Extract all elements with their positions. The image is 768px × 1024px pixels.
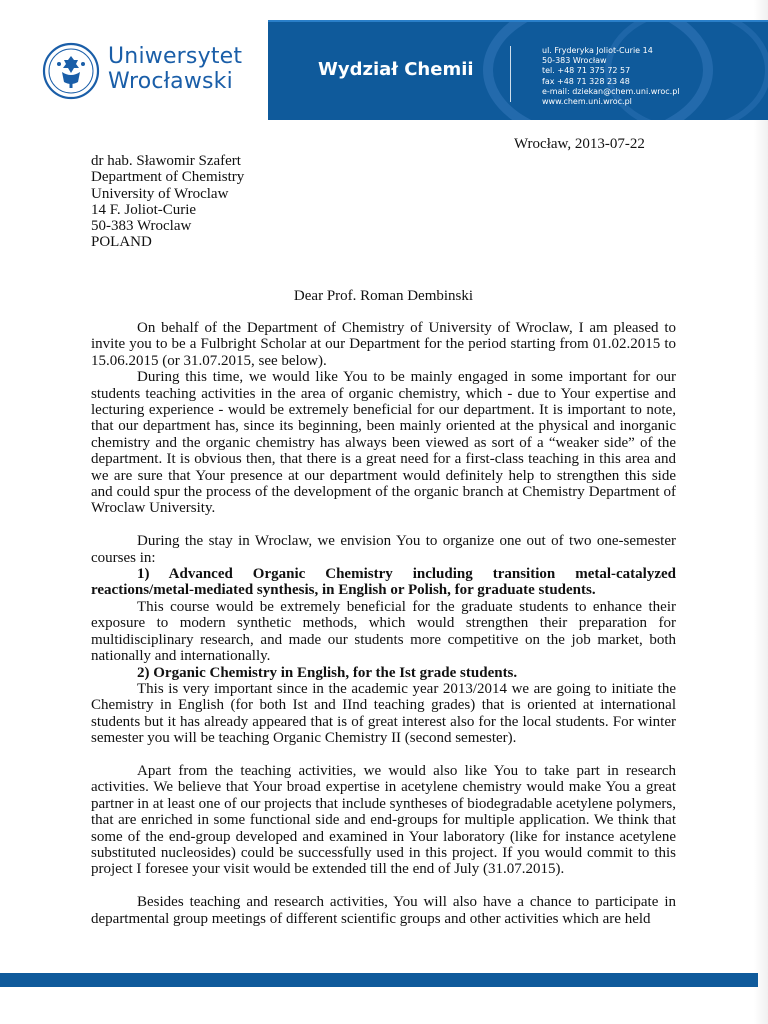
contact-website: www.chem.uni.wroc.pl (542, 97, 632, 107)
body-paragraph: During this time, we would like You to be mainly engaged in some important for our students teaching activities in the area of organic chemistry, which - due to Your expertise and lecturing experience - would be extremely beneficial for our department. It is important to note, that our department has, since its beginning, been mainly oriented at the physical and inorganic chemistry and the organic chemistry has always been viewed as sort of a “weaker side” of the department. It is obvious then, that there is a great need for a first-class teaching in this area and we are sure that Your presence at our department would definitely help to strengthen this side and could spur the process of the development of the organic branch at Chemistry Department of Wroclaw University. (91, 369, 676, 517)
university-name-line2: Wrocławski (108, 69, 233, 94)
contact-city: 50-383 Wrocław (542, 56, 607, 66)
contact-email: e-mail: dziekan@chem.uni.wroc.pl (542, 86, 680, 96)
contact-fax: fax +48 71 328 23 48 (542, 76, 630, 86)
sender-line: POLAND (91, 234, 152, 251)
sender-line: 50-383 Wroclaw (91, 218, 192, 235)
faculty-header-band (268, 20, 768, 120)
faculty-name: Wydział Chemii (318, 59, 474, 80)
contact-block (542, 46, 680, 107)
course-heading-2: 2) Organic Chemistry in English, for the Ist grade students. (137, 664, 518, 681)
body-paragraph: During the stay in Wroclaw, we envision You to organize one out of two one-semester courses in: (91, 533, 676, 566)
university-logo (32, 34, 252, 108)
sender-address (91, 153, 244, 251)
sender-line: dr hab. Sławomir Szafert (91, 153, 241, 169)
header-accent-line (268, 20, 768, 22)
body-paragraph: Apart from the teaching activities, we would also like You to take part in research activities. We believe that Your broad expertise in acetylene chemistry would make You a great partner in at least one of our projects that include syntheses of biodegradable acetylene polymers, that are enriched in some functional side and end-groups for multiple application. We think that some of the end-group developed and examined in Your laboratory (like for instance acetylene substituted nucleosides) could be successfully used in this project. If you would commit to this project I foresee your visit would be extended till the end of July (31.07.2015). (91, 762, 676, 878)
sender-line: 14 F. Joliot-Curie (91, 201, 197, 218)
university-seal-icon (42, 42, 100, 100)
letter-date: Wrocław, 2013-07-22 (514, 136, 645, 152)
letter-greeting: Dear Prof. Roman Dembinski (293, 288, 474, 304)
sender-line: University of Wroclaw (91, 185, 229, 202)
body-paragraph: On behalf of the Department of Chemistry of University of Wroclaw, I am pleased to invite you to be a Fulbright Scholar at our Department for the period starting from 01.02.2015 to 15.06.2015 (or 31.07.2015, see below). (91, 320, 676, 369)
page-edge-shadow (754, 0, 768, 1024)
letter-body (91, 320, 676, 927)
body-paragraph: This course would be extremely beneficial for the graduate students to enhance their exposure to modern synthetic methods, which would strengthen their preparation for multidisciplinary research, and made our students more competitive on the job market, both nationally and internationally. (91, 598, 676, 665)
header-divider (510, 46, 511, 102)
body-paragraph: Besides teaching and research activities, You will also have a chance to participate in departmental group meetings of different scientific groups and other activities which are held (91, 894, 676, 927)
contact-address: ul. Fryderyka Joliot-Curie 14 (542, 46, 653, 55)
university-name (108, 44, 242, 94)
sender-line: Department of Chemistry (91, 169, 245, 186)
footer-band (0, 973, 758, 987)
contact-phone: tel. +48 71 375 72 57 (542, 66, 631, 76)
university-name-line1: Uniwersytet (108, 44, 243, 69)
body-paragraph: This is very important since in the academic year 2013/2014 we are going to initiate the Chemistry in English (for both Ist and IInd teaching grades) that is oriented at international students but it has already appeared that is of great interest also for the local students. For winter semester you will be teaching Organic Chemistry II (second semester). (91, 680, 676, 747)
course-heading-1: 1) Advanced Organic Chemistry including transition metal-catalyzed reactions/metal-mediated synthesis, in English or Polish, for graduate students. (91, 566, 676, 599)
